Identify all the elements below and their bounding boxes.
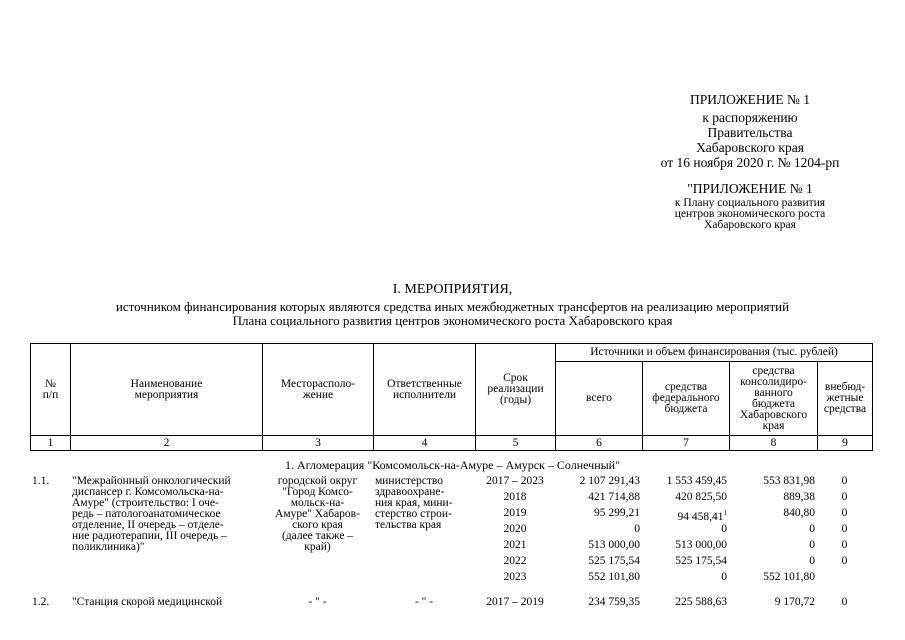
appendix-header: [600, 92, 900, 107]
regional: 889,38: [783, 492, 815, 503]
term: 2022: [503, 556, 527, 567]
extra: 0: [841, 508, 848, 519]
extra: 0: [841, 597, 848, 608]
plan-appendix-block: [600, 181, 900, 231]
extra: [817, 572, 872, 588]
header-regional: средства консолидиро- ванного бюджета Хабаровского края: [730, 362, 818, 436]
financing-row: [475, 524, 872, 540]
column-number: 5: [476, 436, 556, 451]
column-number: 3: [263, 436, 374, 451]
plan-line-3: Хабаровского края: [704, 219, 796, 231]
financing-row: [475, 492, 872, 508]
financing-row: [475, 572, 872, 588]
total: 2 107 291,43: [579, 476, 640, 487]
region-line: Хабаровского края: [696, 140, 804, 155]
term: 2023: [503, 572, 527, 583]
header-federal: средства федерального бюджета: [643, 362, 730, 436]
header-location: Месторасполо- жение: [263, 344, 374, 436]
header-extra: внебюд- жетные средства: [818, 362, 873, 436]
financing-row: [475, 556, 872, 572]
plan-line-1: к Плану социального развития: [674, 197, 826, 209]
financing-row: [475, 476, 872, 492]
item-number: 1.1.: [32, 476, 50, 487]
footnote-mark: 1: [723, 509, 727, 517]
extra: 0: [841, 540, 848, 551]
header-num: № п/п: [31, 344, 71, 436]
total: 525 175,54: [588, 556, 640, 567]
header-total: всего: [556, 362, 643, 436]
item-executors: - " -: [414, 597, 434, 608]
term: 2018: [503, 492, 527, 503]
total: 513 000,00: [588, 540, 640, 551]
financing-row: [475, 540, 872, 556]
total: 421 714,88: [588, 492, 640, 503]
section-subtitle-2: Плана социального развития центров экономического роста Хабаровского края: [232, 313, 673, 328]
item-number: 1.2.: [32, 597, 50, 608]
item-executors: министерство здравоохране- ния края, мини- стерство строи- тельства края: [375, 476, 453, 531]
item-1-2: [30, 597, 872, 613]
plan-line-2: центров экономического роста: [674, 208, 826, 220]
federal: 0: [721, 524, 727, 535]
total: 234 759,35: [588, 597, 640, 608]
government-line: Правительства: [707, 125, 793, 140]
federal: 420 825,50: [675, 492, 727, 503]
regional: 0: [809, 540, 815, 551]
term: 2017 – 2019: [486, 597, 544, 608]
column-number: 4: [374, 436, 476, 451]
total: 552 101,80: [588, 572, 640, 583]
total: 95 299,21: [594, 508, 640, 519]
date-line: от 16 ноября 2020 г. № 1204-рп: [660, 155, 840, 170]
federal: 1 553 459,45: [666, 476, 727, 487]
extra: 0: [841, 524, 848, 535]
appendix-title: ПРИЛОЖЕНИЕ № 1: [689, 92, 811, 107]
header-term: Срок реализации (годы): [476, 344, 556, 436]
item-name: "Межрайонный онкологический диспансер г. Комсомольска-на- Амуре" (строительство: I оче- редь – патологоанатомическое отделение, II очередь – отделе- ние радиотерапии, III очередь – поликлиника)": [72, 476, 231, 553]
extra: 0: [841, 556, 848, 567]
extra: 0: [841, 476, 848, 487]
column-number: 6: [556, 436, 643, 451]
regional: 9 170,72: [774, 597, 815, 608]
term: 2017 – 2023: [486, 476, 544, 487]
column-number: 7: [643, 436, 730, 451]
term: 2020: [503, 524, 527, 535]
federal: 0: [721, 572, 727, 583]
federal: 94 458,41$^1$: [677, 509, 727, 523]
header-name: Наименование мероприятия: [71, 344, 263, 436]
term: 2019: [503, 508, 527, 519]
plan-appendix-title: "ПРИЛОЖЕНИЕ № 1: [687, 181, 813, 196]
financing-row: [475, 508, 872, 524]
header-executors: Ответственные исполнители: [374, 344, 476, 436]
date-line-block: [600, 155, 900, 170]
item-location: - " -: [308, 597, 327, 608]
regional: 553 831,98: [763, 476, 815, 487]
regional: 552 101,80: [763, 572, 815, 583]
column-number: 1: [31, 436, 71, 451]
agglomeration-heading: 1. Агломерация "Комсомольск-на-Амуре – Амурск – Солнечный": [284, 458, 621, 472]
term: 2021: [503, 540, 527, 551]
header-sources-group: Источники и объем финансирования (тыс. рублей): [556, 344, 873, 362]
column-number: 9: [818, 436, 873, 451]
item-name: "Станция скорой медицинской: [72, 597, 223, 608]
column-number: 2: [71, 436, 263, 451]
federal: 225 588,63: [675, 597, 727, 608]
to-order-line: к распоряжению: [702, 110, 798, 125]
item-1-1: [30, 476, 872, 588]
regional: 840,80: [783, 508, 815, 519]
regional: 0: [809, 556, 815, 567]
column-number: 8: [730, 436, 818, 451]
section-subtitle-1: источником финансирования которых являются средства иных межбюджетных трансфертов на реализацию мероприятий: [115, 299, 790, 314]
extra: 0: [841, 492, 848, 503]
financing-table-header: [30, 343, 873, 451]
order-reference: [600, 110, 900, 155]
column-numbers-row: [31, 436, 873, 451]
federal: 513 000,00: [675, 540, 727, 551]
total: 0: [634, 524, 640, 535]
item-location: городской округ "Город Комсо- мольск-на- Амуре" Хабаров- ского края (далее также – край): [275, 476, 360, 553]
federal: 525 175,54: [675, 556, 727, 567]
section-title: I. МЕРОПРИЯТИЯ,: [392, 282, 513, 297]
regional: 0: [809, 524, 815, 535]
